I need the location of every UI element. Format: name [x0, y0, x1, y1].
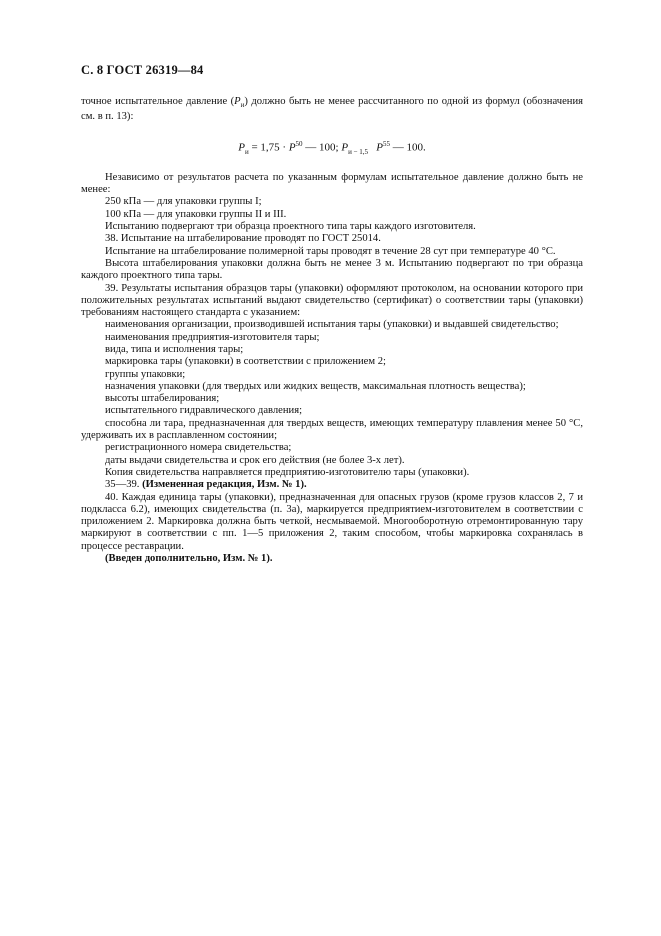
intro-paragraph — [81, 96, 583, 124]
formula1-mid: = 1,75 · — [248, 141, 289, 154]
intro-part2: ) должно быть не менее рассчитанного по одной из формул (обозначения см. в п. 13): — [81, 96, 583, 123]
amendment-note — [81, 479, 583, 491]
formula2-p: P — [376, 141, 384, 154]
document-body — [81, 96, 583, 565]
paragraph: Высота штабелирования упаковки должна быть не менее 3 м. Испытанию подвергают по три образца каждого проектного типа тары. — [81, 257, 583, 282]
paragraph: Независимо от результатов расчета по указанным формулам испытательное давление должно быть не менее: — [81, 171, 583, 196]
paragraph: назначения упаковки (для твердых или жидких веществ, максимальная плотность вещества); — [105, 380, 526, 392]
paragraph: группы упаковки; — [105, 368, 186, 380]
pressure-symbol: P — [234, 96, 241, 107]
formula1-superscript: 50 — [295, 139, 303, 148]
paragraph: вида, типа и исполнения тары; — [105, 344, 244, 355]
pressure-subscript: и — [240, 101, 245, 110]
paragraph: Копия свидетельства направляется предприятию-изготовителю тары (упаковки). — [105, 466, 470, 478]
paragraph: Испытание на штабелирование полимерной тары проводят в течение 28 сут при температуре 40 °С. — [105, 245, 556, 257]
intro-part1: точное испытательное давление ( — [81, 96, 235, 107]
paragraph: 100 кПа — для упаковки группы II и III. — [105, 208, 287, 220]
formula2-superscript: 55 — [383, 139, 391, 148]
paragraph: Испытанию подвергают три образца проектного типа тары каждого изготовителя. — [105, 221, 476, 233]
formula2-end: — 100. — [390, 141, 426, 154]
addition-text: (Введен дополнительно, Изм. № 1). — [105, 553, 273, 565]
paragraph: наименования организации, производившей испытания тары (упаковки) и выдавшей свидетельство; — [105, 319, 559, 331]
formula — [81, 138, 583, 158]
formula1-subscript: и — [244, 147, 249, 156]
addition-note — [81, 553, 583, 565]
paragraph: 40. Каждая единица тары (упаковки), предназначенная для опасных грузов (кроме грузов классов 2, 7 и подкласса 6.2), имеющих свидетельства (п. 3а), маркируется предприятием-изготовителем в соответствии с приложением 2. Маркировка должна быть четкой, несмываемой. Многооборотную отремонтированную тару маркируют в соответствии с пп. 1—5 приложения 2, таким способом, чтобы маркировка сохранялась в процессе реставрации. — [81, 491, 583, 552]
paragraph: высоты штабелирования; — [105, 393, 220, 405]
paragraph: даты выдачи свидетельства и срок его действия (не более 3-х лет). — [105, 454, 405, 466]
formula2-subscript: и − 1,5 — [348, 147, 369, 156]
amendment-text: (Измененная редакция, Изм. № 1). — [142, 479, 307, 491]
page-header: С. 8 ГОСТ 26319—84 — [81, 63, 204, 77]
formula1-p: P — [288, 141, 296, 154]
formula2-symbol: P — [341, 141, 349, 154]
formula1-end: — 100; — [302, 141, 342, 154]
paragraph: 39. Результаты испытания образцов тары (упаковки) оформляют протоколом, на основании которого при положительных результатах испытаний выдают свидетельство (сертификат) о соответствии тары (упаковки) требованиям настоящего стандарта с указанием: — [81, 282, 583, 319]
paragraph: 38. Испытание на штабелирование проводят по ГОСТ 25014. — [105, 233, 381, 245]
paragraph: регистрационного номера свидетельства; — [105, 442, 292, 454]
paragraph: 250 кПа — для упаковки группы I; — [105, 196, 262, 208]
formula1-symbol: P — [238, 141, 245, 154]
paragraph: способна ли тара, предназначенная для твердых веществ, имеющих температуру плавления менее 50 °С, удерживать их в расплавленном состоянии; — [81, 417, 583, 442]
paragraph: наименования предприятия-изготовителя тары; — [105, 331, 320, 343]
amendment-range: 35—39. — [105, 479, 143, 491]
paragraph: маркировка тары (упаковки) в соответствии с приложением 2; — [105, 356, 386, 368]
paragraph: испытательного гидравлического давления; — [105, 405, 303, 417]
